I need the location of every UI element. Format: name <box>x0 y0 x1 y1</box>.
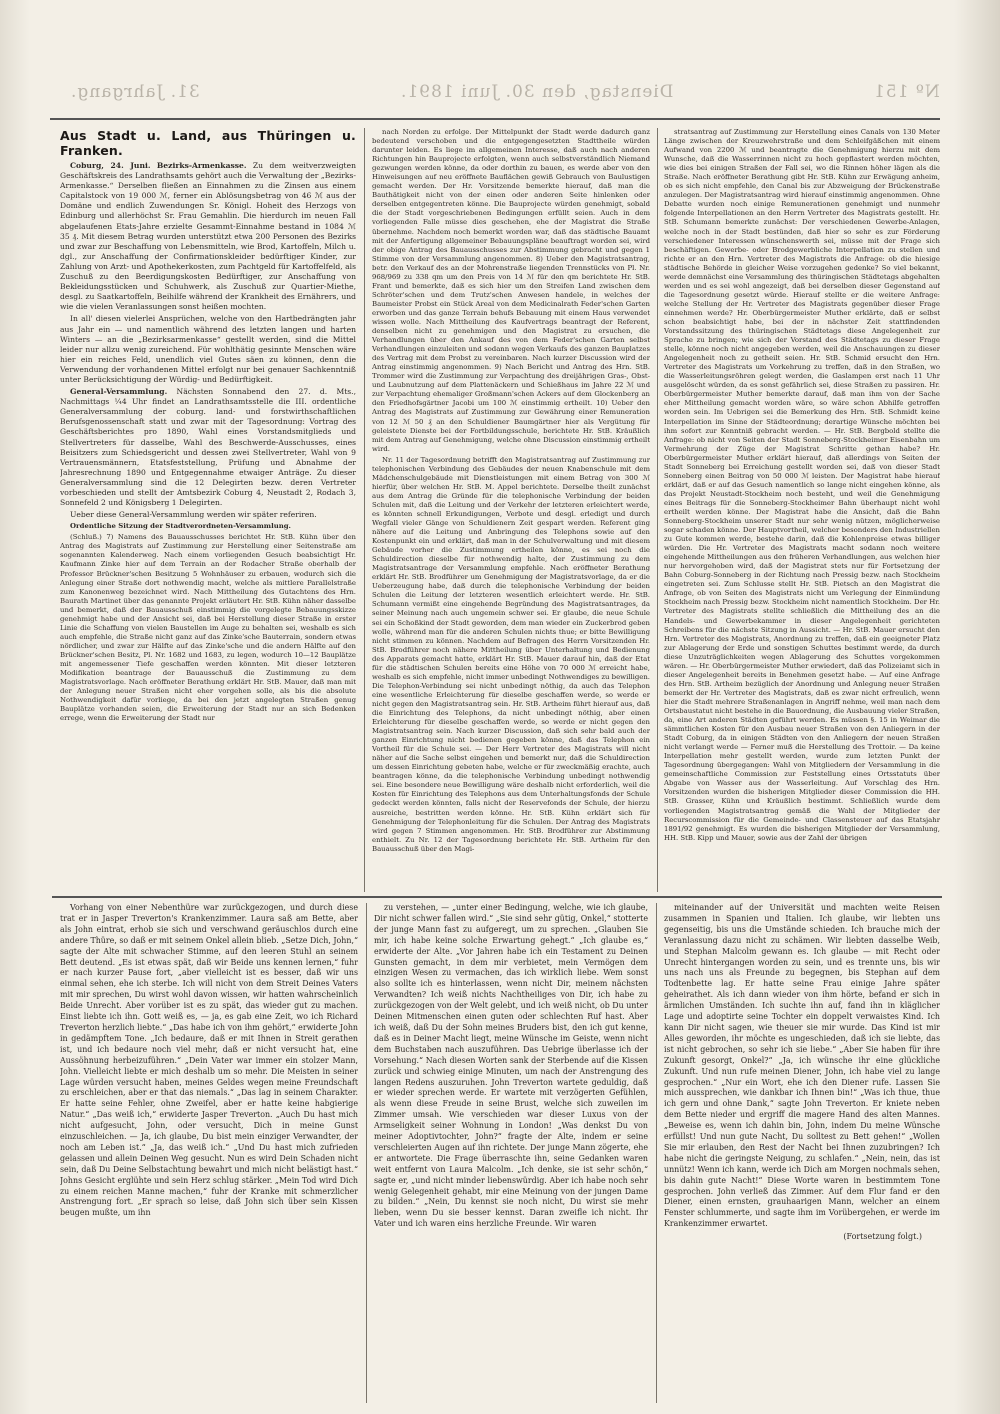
page-edge-shade <box>0 0 30 1414</box>
news-item-note: Ueber diese General-Versammlung werden wir später referiren. <box>70 510 317 520</box>
report-text: stratsantrag auf Zustimmung zur Herstellung eines Canals von 130 Meter Länge zwischen der Kreuzwehrstraße und dem Schleifgäßchen mit einem Aufwand von 2200 ℳ und beantragte die Genehmigung hierzu mit dem Wunsche, daß die Wasserrinnen nicht zu hoch gepflastert werden möchten, wie dies bei einigen Straßen der Fall sei, wo die Rinnen höher lägen als die Straße. Nach eröffneter Berathung gibt Hr. StB. Kühn zur Erwägung anheim, ob es sich nicht empfehle, den Canal bis zur Abzweigung der Brückenstraße anzulegen. Der Magistratsantrag wird hierauf einstimmig angenommen. Ohne Debatte wurden noch einige Remunerationen genehmigt und nunmehr folgende Interpellationen an den Herrn Vertreter des Magistrats gestellt. Hr. StB. Schumann bemerkte zunächst: Der verschiedenen Gewerbe-Anlagen, welche noch in der Stadt bestünden, daß hier so sehr es zur Förderung verschiedener Interessen wünschenswerth sei, müsse mit der Frage sich beschäftigen. Gewerbe- oder Brodgewerbliche Interpellation zu stellen und richte er an den Hrn. Vertreter des Magistrats die Anfrage: ob die hiesige städtische Behörde in gleicher Weise vorzugehen gedenke? So viel bekannt, werde demnächst eine Versammlung des thüringischen Städtetags abgehalten werden und es sei wohl angezeigt, daß bei derselben dieser Gegenstand auf die Tagesordnung gesetzt würde. Hierauf stellte er die weitere Anfrage: welche Stellung der Hr. Vertreter des Magistrats gegenüber dieser Frage einnehmen werde? Hr. Oberbürgermeister Muther erklärte, daß er selbst schon beabsichtigt habe, bei der in nächster Zeit stattfindenden Vorstandssitzung des thüringischen Städtetags diese Angelegenheit zur Sprache zu bringen; wie sich der Vorstand des Städtetags zu dieser Frage stelle, könne noch nicht angegeben werden, weil die Anschauungen zu dieser Angelegenheit noch zu getheilt seien. Hr. StB. Schmid ersucht den Hrn. Vertreter des Magistrats um Vorkehrung zu treffen, daß in den Straßen, wo die Wasserleitungsröhren gelegt werden, die Gaslampen erst nach 11 Uhr ausgelöscht würden, da es sonst gefährlich sei, diese Straßen zu passiren. Hr. Oberbürgermeister Muther bemerkte darauf, daß man ihm von der Sache eher Mittheilung gemacht worden wäre, so wäre schon Abhilfe getroffen worden sein. Im Uebrigen sei die Bemerkung des Hrn. StB. Schmidt keine Interpellation im Sinne der Städteordnung; derartige Wünsche möchten bei ihm sofort zur Kenntniß gebracht werden. — Hr. StB. Bergbold stellte die Anfrage: ob nicht von Seiten der Stadt Sonneberg-Stockheimer Eisenbahn um Vermehrung der Züge der Magistrat Schritte gethan habe? Hr. Oberbürgermeister Muther erklärt hierauf, daß allerdings von Seiten der Stadt Sonneberg bei Erreichung gestellt worden sei, daß von dieser Stadt Sonneberg einen Beitrag von 50 000 ℳ leisten. Der Magistrat habe hierauf erklärt, daß er auf das Gesuch namentlich so lange nicht eingehen könne, als das Projekt Neustadt-Stockheim noch besteht, und weil die Genehmigung eines Beitrags für die Sonneberg-Stockheimer Bahn überhaupt nicht wohl ertheilt werden könne. Der Magistrat habe die Ansicht, daß die Bahn Sonneberg-Stockheim unserer Stadt nur sehr wenig nützen, möglicherweise sogar schaden könne. Der Hauptvortheil, welcher besonders den Industriellen zu Gute kommen werde, bestehe darin, daß die Kohlenpreise etwas billiger würden. Die Hr. Vertreter des Magistrats macht sodann noch weitere eingehende Mittheilungen aus den früheren Verhandlungen, aus welchen hier nur hervorgehoben wird, daß der Magistrat stets nur für Fortsetzung der Bahn Coburg-Sonneberg in der Richtung nach Pressig bezw. nach Stockheim eingetreten sei. Zum Schlusse stellt Hr. StB. Pietsch an den Magistrat die Anfrage, ob von Seiten des Magistrats nicht um Verlegung der Einmündung Stockheim nach Pressig bezw. Stockheim nicht namentlich Stockheim. Der Hr. Vertreter des Magistrats stellte schließlich die Mittheilung des an die Handels- und Gewerbekammer in dieser Angelegenheit gerichteten Schreibens für die nächste Sitzung in Aussicht. — Hr. StB. Mauer ersucht den Hrn. Vertreter des Magistrats, Anordnung zu treffen, daß ein geeigneter Platz zur Ablagerung der Erde und sonstigen Schuttes bestimmt werde, da durch diese Unzuträglichkeiten wegen Ablagerung des Schuttes vorgekommen wären. — Hr. Oberbürgermeister Muther erwiedert, daß das Polizeiamt sich in dieser Angelegenheit bereits in Benehmen gesetzt habe. — Auf eine Anfrage des Hrn. StB. Artheim bezüglich der Anordnung und Anlegung neuer Straßen bemerkt der Hr. Vertreter des Magistrats, daß es zwar nicht erfreulich, wenn hier die Stadt mehrere Straßenanlagen in Angriff nehme, weil man nach dem Ortsbaustatut nicht bestehe in die Bauordnung, die Ausbauung vieler Straßen, da, eine Art anderen Städten geführt werden. Es müssen §. 15 in Weimar die sämmtlichen Kosten für den Ausbau neuer Straßen von den Anliegern in der Stadt Coburg, da in einigen Städten von den Anliegern der neuen Straßen nicht verlangt werde — Ferner muß die Herstellung des Trottoir. — Da keine Interpellation mehr gestellt werden, wurde zum letzten Punkt der Tagesordnung übergegangen: Wahl von Mitgliedern der Versammlung in die gemeinschaftliche Commission zur Feststellung eines Ortsstatuts über Abgabe von Wasser aus der Wasserleitung. Auf Vorschlag des Hrn. Vorsitzenden wurden die bisherigen Mitglieder dieser Commission die HH. StB. Grasser, Kühn und Kräußlich bestimmt. Schließlich wurde dem vorliegenden Magistratsantrag gemäß die Wahl der Mitglieder der Recurscommission für die Gemeinde- und Classensteuer auf das Etatsjahr 1891/92 genehmigt. Es wurden die bisherigen Mitglieder der Versammlung, HH. StB. Kipp und Mauer, sowie aus der Zahl der übrigen <box>664 128 940 842</box>
story-text: Vorhang von einer Nebenthüre war zurückgezogen, und durch diese trat er in Jasper Treverton's Krankenzimmer. Laura saß am Bette, aber als John eintrat, erhob sie sich und verschwand geräuschlos durch eine andere Thüre, so daß er mit seinem Onkel allein blieb. „Setze Dich, John,“ sagte der Alte mit schwacher Stimme, auf den leeren Stuhl an seinem Bett deutend. „Es ist etwas spät, daß wir Beide uns kennen lernen,“ fuhr er nach kurzer Pause fort, „aber vielleicht ist es besser, daß wir uns einmal sehen, ehe ich sterbe. Ich will nicht von dem Streit Deines Vaters mit mir sprechen, Du wirst wohl davon wissen, wir hatten wahrscheinlich Beide Unrecht. Aber vorüber ist es zu spät, das wieder gut zu machen. Einst liebte ich ihn. Gott weiß es, — ja, es gab eine Zeit, wo ich Richard Treverton herzlich liebte.“ „Das habe ich von ihm gehört,“ erwiderte John in gedämpftem Tone. „Ich bedaure, daß er mit Ihnen in Streit gerathen ist, und ich bedaure noch viel mehr, daß er nicht versucht hat, eine Aussöhnung herbeizuführen.“ „Dein Vater war immer ein stolzer Mann, John. Vielleicht liebte er mich deshalb um so mehr. Die Meisten in seiner Lage würden versucht haben, meines Geldes wegen meine Freundschaft zu erschleichen, aber er that das niemals.“ „Das lag in seinem Charakter. Er hatte seine Fehler, ohne Zweifel, aber er hatte keine habgierige Natur.“ „Das weiß ich,“ erwiderte Jasper Treverton. „Auch Du hast mich nicht aufgesucht, John, oder versucht, Dich in meine Gunst einzuschleichen. — Ja, ich glaube, Du bist mein einziger Verwandter, der noch am Leben ist.“ „Ja, das weiß ich.“ „Und Du hast mich zufrieden gelassen und allein Deinen Weg gesucht. Nun es wird Dein Schaden nicht sein, daß Du Deine Selbstachtung bewahrt und mich nicht belästigt hast.“ Johns Gesicht erglühte und sein Herz schlug stärker. „Mein Tod wird Dich zu einem reichen Manne machen,“ fuhr der Kranke mit schmerzlicher Anstrengung fort. „Er sprach so leise, daß John sich über sein Kissen beugen mußte, um ihn <box>60 903 358 1218</box>
report-text: nach Norden zu erfolge. Der Mittelpunkt der Stadt werde dadurch ganz bedeutend verschoben und die entgegengesetzten Stadttheile würden darunter leiden. Es liege im allgemeinen Interesse, daß auch nach anderen Richtungen hin Bauprojecte erfolgten, wenn auch selbstverständlich Niemand gezwungen werden könne, da oder dorthin zu bauen, es werde aber von den Hinweisungen auf neu eröffnete Bauflächen gewiß Gebrauch von Baulustigen gemacht werden. Der Hr. Vorsitzende bemerkte hierauf, daß man die Bauthätigkeit nicht von der einen oder anderen Seite hinlenken oder derselben entgegentreten könne. Die Bauprojecte würden genehmigt, sobald die der Stadt vorgeschriebenen Bedingungen erfüllt seien. Auch in dem vorliegenden Falle müsse dies geschehen, ehe der Magistrat die Straße übernehme. Nachdem noch bemerkt worden war, daß das städtische Bauamt mit der Anfertigung allgemeiner Bebauungspläne beauftragt worden sei, wird der obige Antrag des Bauausschusses zur Abstimmung gebracht und gegen 1 Stimme von der Versammlung angenommen. 8) Ueber den Magistratsantrag, betr. den Verkauf des an der Mohrenstraße liegenden Trennstücks von Pl. Nr. 968/969 zu 338 qm um den Preis von 14 ℳ für den qm berichtete Hr. StB. Frant und bemerkte, daß es sich hier um den Streifen Land zwischen dem Schröter'schen und dem Trutz'schen Anwesen handele, in welches der Baumeister Probst ein Stück Areal von dem Medicinalrath Feder'schen Garten erworben und das ganze Terrain behufs Bebauung mit einem Haus verwendet wissen wolle. Nach Mittheilung des Kaufvertrags beantragt der Referent, denselben nicht zu genehmigen und den Magistrat zu ersuchen, die Verhandlungen über den Ankauf des von dem Feder'schen Garten selbst Verhandlungen einzuleiten und sodann wegen Verkaufs des ganzen Bauplatzes des Vertrag mit dem Probst zu vereinbaren. Nach kurzer Discussion wird der Antrag einstimmig angenommen. 9) Nach Bericht und Antrag des Hrn. StB. Trommer wird die Zustimmung zur Verpachtung des dreijährigen Gras-, Obst- und Laubnutzung auf dem Plattenäckern und Schießhaus im Jahre 22 ℳ und zur Verpachtung ehemaliger Großmann'schen Ackers auf dem Glockenberg an den Friedhofsgärtner Jacobi um 100 ℳ einstimmig ertheilt. 10) Ueber den Antrag des Magistrats auf Zustimmung zur Gewährung einer Remuneration von 12 ℳ 50 ₰ an den Schuldiener Baumgärtner hier als Vergütung für geleistete Dienste bei der Fortbildungsschule, berichtete Hr. StB. Kräußlich mit dem Antrag auf Genehmigung, welche ohne Discussion einstimmig ertheilt wird. <box>372 128 650 453</box>
report-heading <box>60 522 356 531</box>
news-item-armenkasse-continued: In all' diesen vielerlei Ansprüchen, welche von den Hartbedrängten jahr aus Jahr ein — und namentlich während des letzten langen und harten Winters — an die „Bezirksarmenkasse“ gestellt werden, sind die Mittel leider nur allzu wenig zureichend. Für wohlthätig gesinnte Menschen wäre hier ein reiches Feld, unendlich viel Gutes säen zu können, denn die Verwendung der vorhandenen Mittel erfolgt nur bei genauer Sachkenntniß unter Berücksichtigung der Würdig- und Bedürftigkeit. <box>60 314 356 384</box>
column-divider <box>364 128 365 892</box>
masthead-date: Dienstag, den 30. Juni 1891. <box>399 82 674 102</box>
masthead-number: Nº 151 <box>873 82 940 102</box>
news-column-3 <box>664 128 940 892</box>
news-item-generalversammlung <box>60 387 356 508</box>
item-subject: Bezirks-Armenkasse. <box>156 161 247 170</box>
story-column-3 <box>664 903 940 1403</box>
feuilleton-rule <box>52 896 942 898</box>
masthead-volume: 31. Jahrgang. <box>70 82 200 102</box>
column-divider <box>656 903 657 1403</box>
section-heading: Aus Stadt u. Land, aus Thüringen u. Franken. <box>60 128 356 158</box>
column-divider <box>657 128 658 892</box>
item-subject: Ordentliche Sitzung der Stadtverordneten-Versammlung. <box>70 522 291 531</box>
story-column-1 <box>60 903 358 1403</box>
continuation-note: (Fortsetzung folgt.) <box>843 1232 922 1242</box>
news-item-armenkasse <box>60 161 356 312</box>
story-text: zu verstehen, — „unter einer Bedingung, welche, wie ich glaube, Dir nicht schwer fallen wird.“ „Sie sind sehr gütig, Onkel,“ stotterte der junge Mann fast zu aufgeregt, um zu sprechen. „Glauben Sie mir, ich habe keine solche Erwartung gehegt.“ „Ich glaube es,“ erwiderte der Alte. „Vor Jahren habe ich ein Testament zu Deinen Gunsten gemacht, in dem mir verbietet, mein Vermögen dem einzigen Wesen zu vermachen, das ich wirklich liebe. Wem sonst also sollte ich es hinterlassen, wenn nicht Dir, meinem nächsten Verwandten? Ich weiß nichts Nachtheiliges von Dir, ich habe zu zurückgezogen von der Welt gelebt, und ich weiß nicht, ob Du unter Deinen Mitmenschen einen guten oder schlechten Ruf hast. Aber ich weiß, daß Du der Sohn meines Bruders bist, den ich gut kenne, daß es in Deiner Macht liegt, meine Wünsche im Geiste, wenn nicht dem Buchstaben nach auszuführen. Das Uebrige überlasse ich der Vorsehung.“ Nach diesen Worten sank der Sterbende auf die Kissen zurück und schwieg einige Minuten, um nach der Anstrengung des langen Redens auszuruhen. John Treverton wartete geduldig, daß er wieder sprechen werde. Er wartete mit verzögerten Gefühlen, als wenn diese Freude in seine Brust, welche sich zuweilen im Zimmer umsah. Wie verschieden war dieser Luxus von der Armseligkeit seiner Wohnung in London! „Was denkst Du von meiner Adoptivtochter, John?“ fragte der Alte, indem er seine verschleierten Augen auf ihn richtete. Der junge Mann zögerte, ehe er antwortete. Die Frage überraschte ihn, seine Gedanken waren weit entfernt von Laura Malcolm. „Ich denke, sie ist sehr schön,“ sagte er, „und nicht minder liebenswürdig. Aber ich habe noch sehr wenig Gelegenheit gehabt, mir eine Meinung von der jungen Dame zu bilden.“ „Nein, Du kennst sie noch nicht, Du wirst sie mehr lieben, wenn Du sie besser kennst. Daran zweifle ich nicht. Ihr Vater und ich waren eins herzliche Freunde. Wir waren <box>374 903 648 1229</box>
item-subject: General-Versammlung. <box>70 387 168 397</box>
binding-shade <box>954 0 1000 1414</box>
top-rule <box>50 118 940 120</box>
news-column-1 <box>60 128 356 892</box>
report-text: (Schluß.) 7) Namens des Bauausschusses berichtet Hr. StB. Kühn über den Antrag des Magistrats auf Zustimmung zur Herstellung einer Seitenstraße am sogenannten Kalenderweg. Nach einem vorliegenden Gesuch beabsichtigt Hr. Kaufmann Zinke hier auf dem Terrain an der Rodacher Straße oberhalb der Professor Brückner'schen Besitzung 5 Wohnhäuser zu erbauen, wodurch sich die Anlegung einer Straße dort nothwendig macht, welche als mittlere Parallelstraße zum Kanonenweg bezeichnet wird. Nach Mittheilung des Gutachtens des Hrn. Baurath Martinet über das genannte Projekt erläutert Hr. StB. Kühn näher dasselbe und bemerkt, daß der Bauausschuß einstimmig die vorgelegte Bebauungsskizze genehmigt habe und der Ansicht sei, daß bei Herstellung dieser Straße in erster Linie die Schaffung von vielen Baustellen im Auge zu behalten sei, weshalb es sich auch empfehle, die Straße nicht ganz auf das Zinke'sche Bauterrain, sondern etwas nördlicher, und zwar zur Hälfte auf das Zinke'sche und die andern Hälfte auf den Brückner'schen Besitz, Pl. Nr. 1682 und 1683, zu legen, wodurch 10—12 Bauplätze mit angemessener Tiefe geschaffen werden könnten. Mit dieser letzteren Modifikation beantrage der Bauausschuß die Zustimmung zu dem Magistratsvorlage. Nach eröffneter Berathung erklärt Hr. StB. Mauer, daß man mit der Anlegung neuer Straßen nicht eher vorgehen solle, als bis die absolute Nothwendigkeit dafür vorliege, da bei den jetzt angelegten Straßen genug Bauplätze vorhanden seien, die Erweiterung der Stadt nur an sich Bedenken errege, wenn die Erweiterung der Stadt nur <box>60 533 356 723</box>
column-divider <box>366 903 367 1403</box>
masthead <box>70 78 940 106</box>
report-text: Nr. 11 der Tagesordnung betrifft den Magistratsantrag auf Zustimmung zur telephonischen Verbindung des Gebäudes der neuen Knabenschule mit dem Mädchenschulgebäude mit Dienstleistungen mit einem Betrag von 300 ℳ hierfür, über welchen Hr. StB. M. Appel berichtete. Derselbe theilt zunächst aus dem Antrag die Gründe für die telephonische Verbindung der beiden Schulen mit, daß die Leitung und der Verkehr der letzteren erleichtert werde, es könnten schnell Erkundigungen, Verbote und desgl. erledigt und durch Wegfall vieler Gänge von Schuldienern Zeit gespart werden. Referent ging nähere auf die Leitung und Anbringung des Telephons sowie auf den Kostenpunkt ein und erklärt, daß man in der Schulverwaltung und mit diesem Gebäude vorher die Zustimmung ertheilen könne, es sei noch die Schuldirection dieselbe für nothwendig halte, der Zustimmung zu dem Magistratsantrage der Versammlung empfehle. Nach eröffneter Berathung erklärt Hr. StB. Brodführer um Genehmigung der Magistratsvorlage, da er die Ueberzeugung habe, daß durch die telephonische Verbindung der beiden Schulen die Leitung der letzteren wesentlich erleichtert werde. Hr. StB. Schumann vermißt eine eingehende Begründung des Magistratsantrages, da seiner Meinung nach auch ungemein schwer sei. Er glaube, die neue Schule sei ein Schoßkind der Stadt geworden, dem man wieder ein Zuckerbrod geben wolle, während man für die anderen Schulen nichts thue; er bitte Bewilligung nicht stimmen zu können. Nachdem auf Befragen des Herrn Vorsitzenden Hr. StB. Brodführer noch nähere Mittheilung über Unterhaltung und Bedienung des Apparats gemacht hatte, erklärt Hr. StB. Mauer darauf hin, daß der Etat für die städtischen Schulen bereits eine Höhe von 70 000 ℳ erreicht habe, weshalb es sich empfehle, nicht immer unbedingt Nothwendiges zu bewilligen. Die Telephon-Verbindung sei nicht unbedingt nöthig, da auch das Telephon eine wesentliche Erleichterung für dieselbe geschaffen werde, so werde er nicht gegen den Magistratsantrag sein. Hr. StB. Artheim führt hierauf aus, daß die Einrichtung des Telephons, da nicht unbedingt nöthig, aber einen Erleichterung für dieselbe geschaffen werde, so werde er nicht gegen den Magistratsantrag sein. Nach kurzer Discussion, daß sich sehr bald auch der ganzen Einrichtung nicht bedienen gegeben könne, daß das Telephon ein Vortheil für die Schule sei. — Der Herr Vertreter des Magistrats will nicht näher auf die Sache selbst eingehen und bemerkt nur, daß die Schuldirection um dessen Einrichtung gebeten habe, welche er für zweckmäßig erachte, auch beantragen könne, da die telephonische Verbindung unbedingt nothwendig sei. Eine besondere neue Bewilligung wäre deshalb nicht erforderlich, weil die Kosten für Einrichtung des Telephons aus dem Unterhaltungsfonds der Schule gedeckt werden könnten, falls nicht der Reservefonds der Schule, der hierzu ausreiche, bestritten werden könne. Hr. StB. Kühn erklärt sich für Genehmigung der Telephonleitung für die Schulen. Der Antrag des Magistrats wird gegen 7 Stimmen angenommen. Hr. StB. Brodführer zur Abstimmung enthielt. Zu Nr. 12 der Tagesordnung berichtete Hr. StB. Artheim für den Bauausschuß über den Magi- <box>372 455 650 853</box>
dateline: Coburg, 24. Juni. <box>70 161 151 170</box>
story-text: miteinander auf der Universität und machten weite Reisen zusammen in Spanien und Italien. Ich glaube, wir liebten uns gegenseitig, bis uns die Umstände schieden. Ich brauche mich der Veranlassung dazu nicht zu schämen. Wir liebten dasselbe Weib, und Stephan Malcolm gewann es. Ich glaube — mit Recht oder Unrecht hintergangen worden zu sein, und es trennte uns, bis wir uns nach uns als Freunde zu begegnen, bis Stephan auf dem Todtenbette lag. Er hatte seine Frau einige Jahre später geheirathet. Als ich dann wieder von ihm hörte, befand er sich in ärmlichen Umständen. Ich suchte ihn auf, fand ihn in kläglicher Lage und adoptirte seine Tochter ein doppelt verwaistes Kind. Ich kann Dir nicht sagen, wie theuer sie mir wurde. Das Kind ist mir Alles geworden, ihr möchte es ungeschieden, daß ich sie liebte, das ist nicht gebrochen, so sehr ich sie liebe.“ „Aber Sie haben für ihre Zukunft gesorgt, Onkel?“ „Ja, ich wünsche ihr eine glückliche Zukunft. Und nun rufe meinen Diener, John, ich habe viel zu lange gesprochen.“ „Nur ein Wort, ehe ich den Diener rufe. Lassen Sie mich aussprechen, wie dankbar ich Ihnen bin!“ „Was ich thue, thue ich gern und ohne Dank,“ sagte John Treverton. Er kniete neben dem Bette nieder und ergriff die magere Hand des alten Mannes. „Beweise es, wenn ich dahin bin, John, indem Du meine Wünsche erfüllst! Und nun gute Nacht, Du solltest zu Bett gehen!“ „Wollen Sie mir erlauben, den Rest der Nacht bei Ihnen zuzubringen? Ich habe nicht die geringste Neigung, zu schlafen.“ „Nein, nein, das ist unnütz! Wenn ich kann, werde ich Dich am Morgen nochmals sehen, bis dahin gute Nacht!“ Diese Worte waren in bestimmtem Tone gesprochen. John verließ das Zimmer. Auf dem Flur fand er den Diener, einen ernsten, grauhaarigen Mann, welcher an einem Fenster schlummerte, und sagte ihm im Vorübergehen, er werde im Krankenzimmer erwartet. <box>664 903 940 1229</box>
item-text: Zu dem weitverzweigten Geschäftskreis des Landrathsamts gehört auch die Verwaltung der „Bezirks-Armenkasse.“ Derselben fließen an Einnahmen zu die Zinsen aus einem Capitalstock von 19 000 ℳ, ferner ein Ablösungsbetrag von 46 ℳ aus der Domäne und endlich Zuwendungen Sr. Königl. Hoheit des Herzogs von Edinburg und allerhöchst Sr. Frau Gemahlin. Die hierdurch im neuen Fall abgelaufenen Etats-Jahre erzielte Gesammt-Einnahme bestand in 1084 ℳ 35 ₰. Mit diesem Betrag wurden unterstützt etwa 200 Personen des Bezirks und zwar zur Beschaffung von Lebensmitteln, wie Brod, Kartoffeln, Milch u. dgl., zur Anschaffung der Confirmationskleider bedürftiger Kinder, zur Zahlung von Arzt- und Apothekerkosten, zum Pachtgeld für Kartoffelfeld, als Zuschuß zu den Beerdigungskosten Bedürftiger, zur Anschaffung von Bekleidungsstücken und Schuhwerk, als Zuschuß zur Quartier-Miethe, desgl. zu Saatkartoffeln, Beihilfe während der Krankheit des Ernährers, und wie die vielen Veranlassungen sonst heißen mochten. <box>60 161 356 312</box>
stadtverordneten-report <box>60 522 356 723</box>
item-text: Nächsten Sonnabend den 27. d. Mts., Nachmittags ¼4 Uhr findet an Landrathsamtsstelle die III. ordentliche Generalversammlung der coburg. land- und forstwirthschaftlichen Berufsgenossenschaft statt und zwar mit der Tagesordnung: Vortrag des Geschäftsberichtes pro 1890, Wahl eines Vorstandsmitglieds und Stellvertreters für dasselbe, Wahl des Beschwerde-Ausschusses, eines Beisitzers zum Schiedsgericht und dessen zwei Stellvertreter, Wahl von 9 Vertrauensmännern, Etatsfeststellung, Prüfung und Abnahme der Jahresrechnung 1890 und Entgegennahme etwaiger Anträge. Zu dieser Generalversammlung sind die 12 Delegirten bezw. deren Vertreter vorbeschieden und stellt der Amtsbezirk Coburg 4, Neustadt 2, Rodach 3, Sonnefeld 2 und Königsberg 1 Delegirten. <box>60 387 356 508</box>
news-column-2 <box>372 128 650 892</box>
story-column-2 <box>374 903 648 1403</box>
